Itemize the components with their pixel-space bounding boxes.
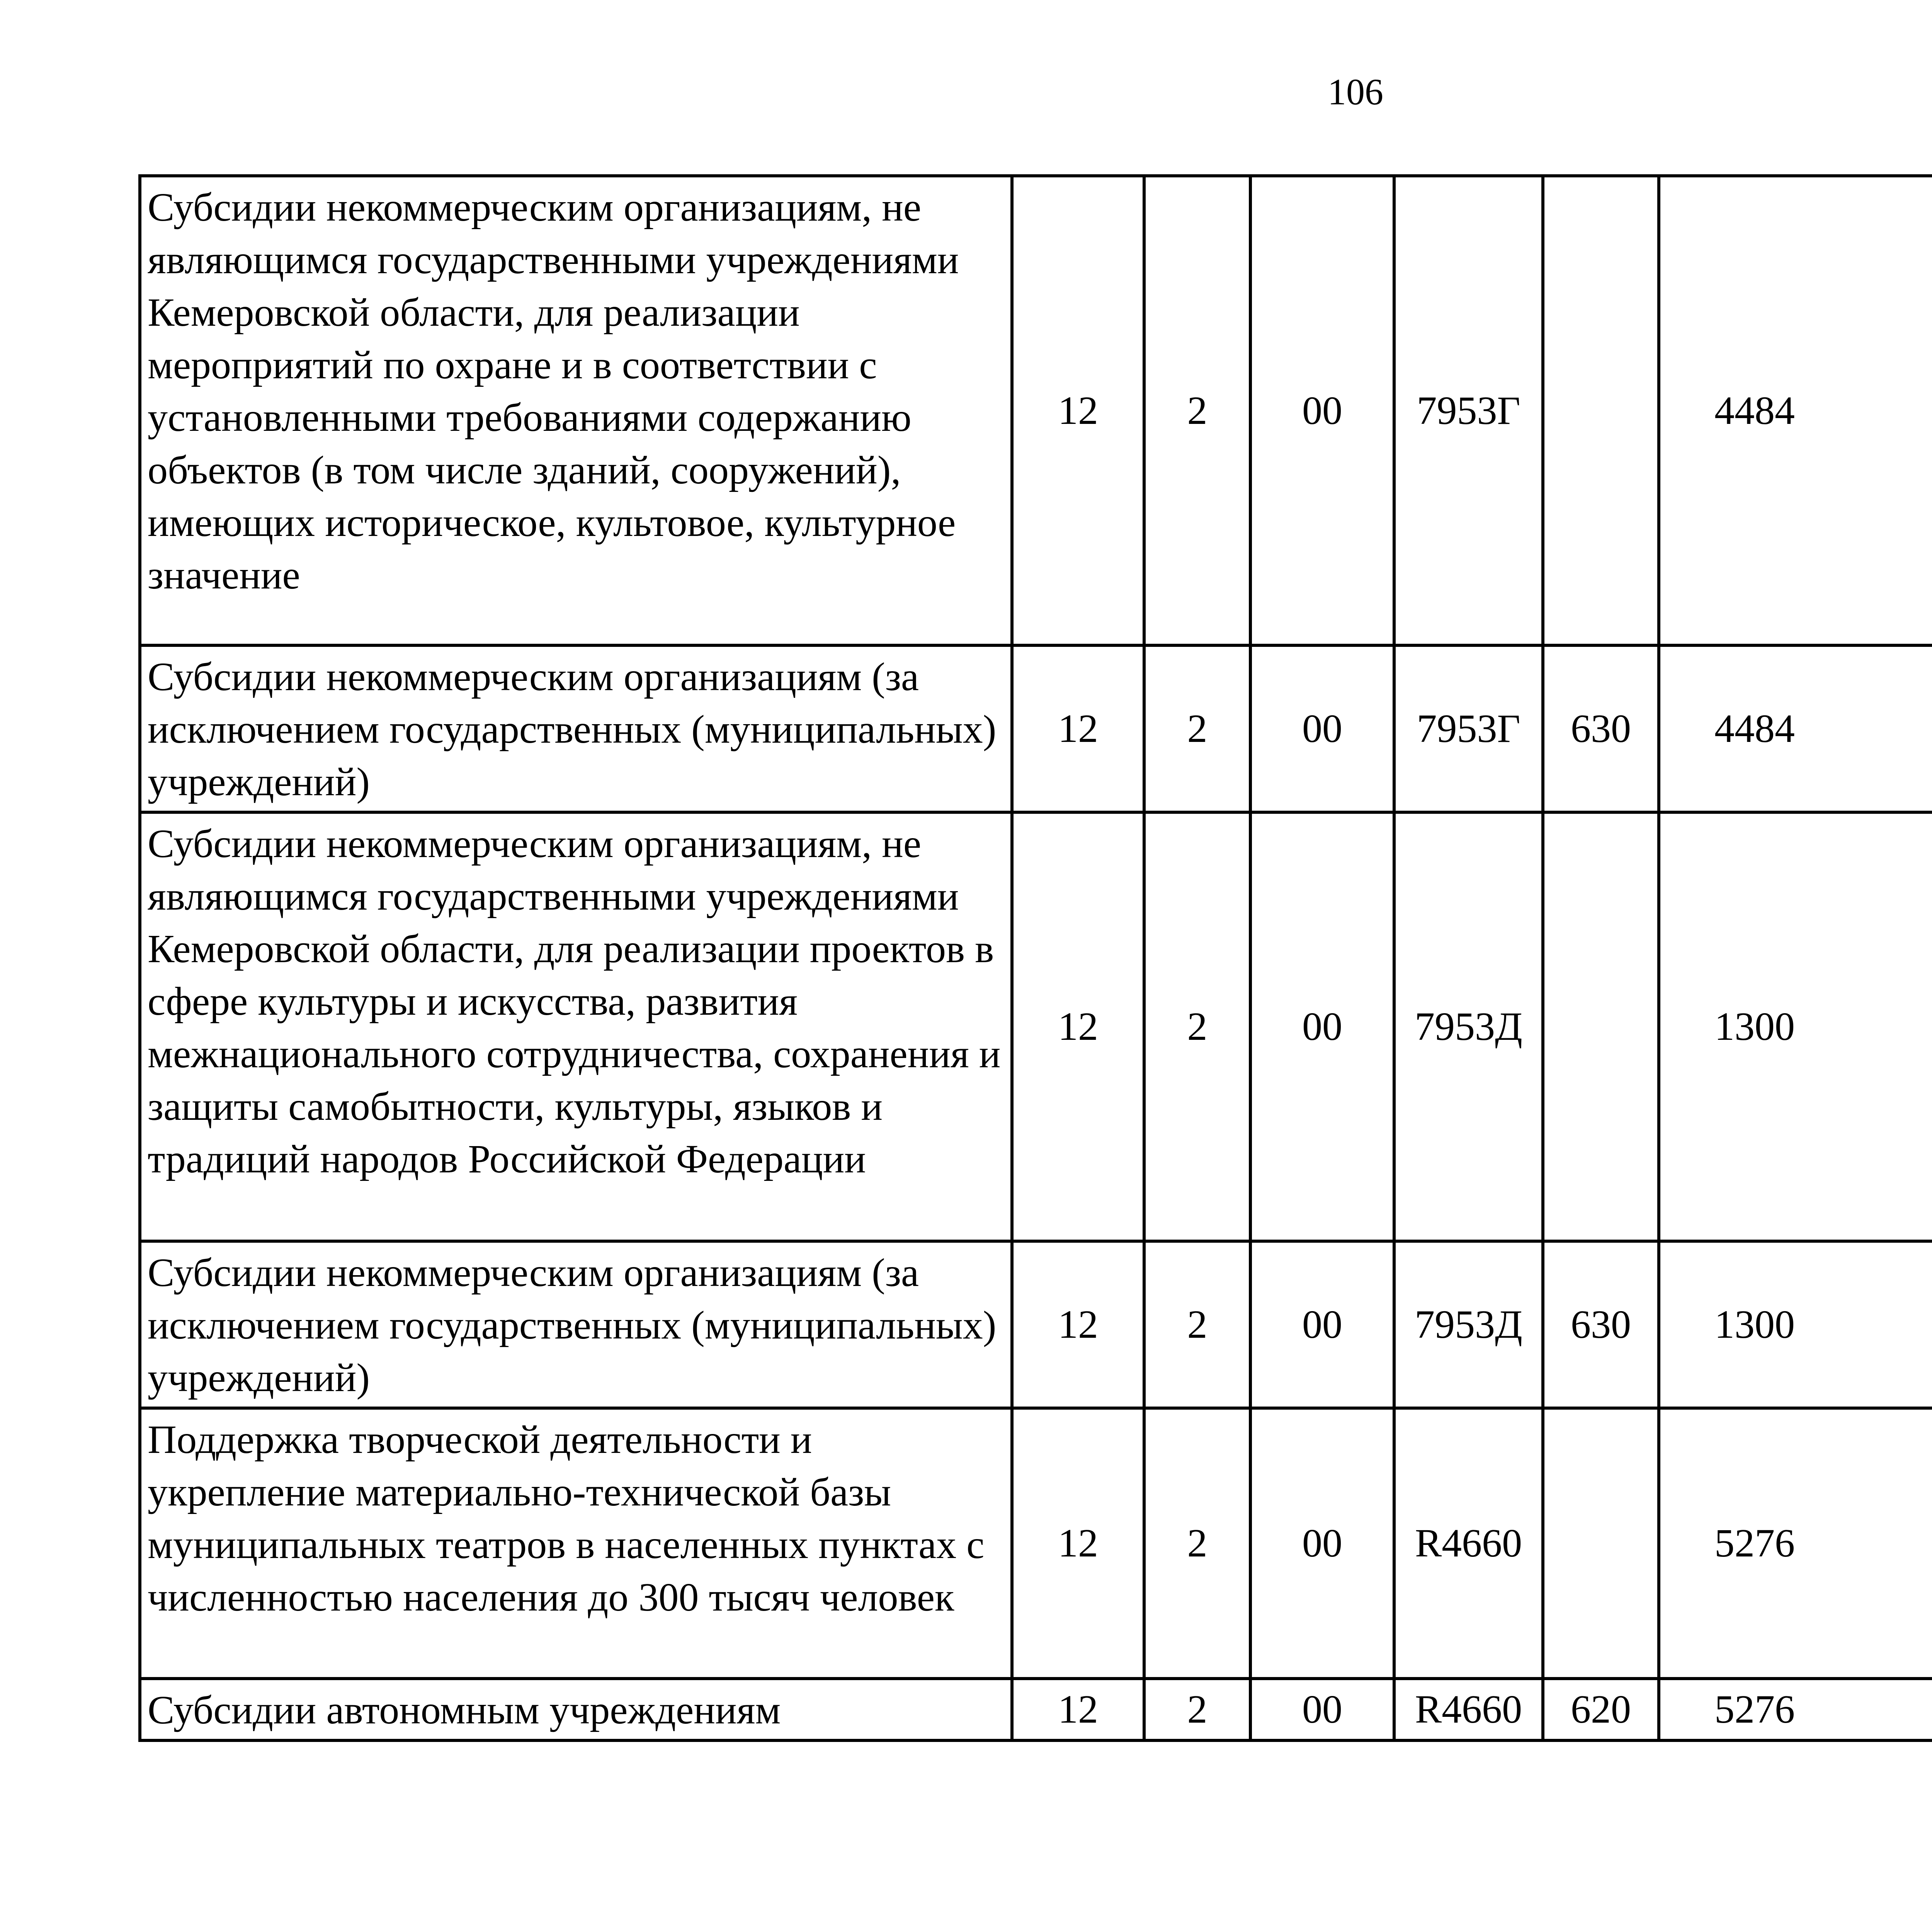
subsection-code: 2 [1144, 645, 1250, 812]
section-code: 12 [1012, 176, 1144, 645]
expense-type-code: 630 [1543, 645, 1659, 812]
subsection-code: 2 [1144, 1241, 1250, 1408]
article-code: R4660 [1394, 1679, 1543, 1740]
amount-year1: 1300 [1659, 812, 1932, 1241]
article-code: 7953Д [1394, 812, 1543, 1241]
section-code: 12 [1012, 1241, 1144, 1408]
expense-type-code: 630 [1543, 1241, 1659, 1408]
row-description: Субсидии некоммерческим организациям, не являющимся государственными учреждениями Кемеровской области, для реализации мероприятий по охране и в соответствии с установленными требованиями содержанию объектов (в том числе зданий, сооружений), имеющих историческое, культовое, культурное значение [140, 176, 1012, 645]
subsection-code: 2 [1144, 1679, 1250, 1740]
subsection-code: 2 [1144, 812, 1250, 1241]
row-description: Поддержка творческой деятельности и укрепление материально-технической базы муниципальных театров в населенных пунктах с численностью населения до 300 тысяч человек [140, 1408, 1012, 1679]
program-code: 00 [1250, 1241, 1394, 1408]
amount-year1: 4484 [1659, 176, 1932, 645]
row-description: Субсидии автономным учреждениям [140, 1679, 1012, 1740]
section-code: 12 [1012, 1679, 1144, 1740]
subsection-code: 2 [1144, 1408, 1250, 1679]
expense-type-code [1543, 176, 1659, 645]
amount-year1: 5276 [1659, 1408, 1932, 1679]
row-description: Субсидии некоммерческим организациям, не являющимся государственными учреждениями Кемеровской области, для реализации проектов в сфере культуры и искусства, развития межнационального сотрудничества, сохранения и защиты самобытности, культуры, языков и традиций народов Российской Федерации [140, 812, 1012, 1241]
row-description: Субсидии некоммерческим организациям (за исключением государственных (муниципальных) учреждений) [140, 1241, 1012, 1408]
section-code: 12 [1012, 812, 1144, 1241]
table-row [140, 1679, 1932, 1740]
table-row [140, 1241, 1932, 1408]
table-row [140, 176, 1932, 645]
amount-year1: 5276 [1659, 1679, 1932, 1740]
program-code: 00 [1250, 812, 1394, 1241]
table-row [140, 812, 1932, 1241]
row-description: Субсидии некоммерческим организациям (за исключением государственных (муниципальных) учреждений) [140, 645, 1012, 812]
article-code: 7953Г [1394, 645, 1543, 812]
program-code: 00 [1250, 176, 1394, 645]
amount-year1: 1300 [1659, 1241, 1932, 1408]
expense-type-code [1543, 1408, 1659, 1679]
table-row [140, 1408, 1932, 1679]
page-number: 106 [1328, 71, 1383, 112]
section-code: 12 [1012, 645, 1144, 812]
article-code: 7953Д [1394, 1241, 1543, 1408]
subsection-code: 2 [1144, 176, 1250, 645]
amount-year1: 4484 [1659, 645, 1932, 812]
program-code: 00 [1250, 1679, 1394, 1740]
program-code: 00 [1250, 1408, 1394, 1679]
table-row [140, 645, 1932, 812]
article-code: 7953Г [1394, 176, 1543, 645]
expense-type-code: 620 [1543, 1679, 1659, 1740]
expense-type-code [1543, 812, 1659, 1241]
section-code: 12 [1012, 1408, 1144, 1679]
program-code: 00 [1250, 645, 1394, 812]
budget-table [138, 174, 1932, 1742]
article-code: R4660 [1394, 1408, 1543, 1679]
